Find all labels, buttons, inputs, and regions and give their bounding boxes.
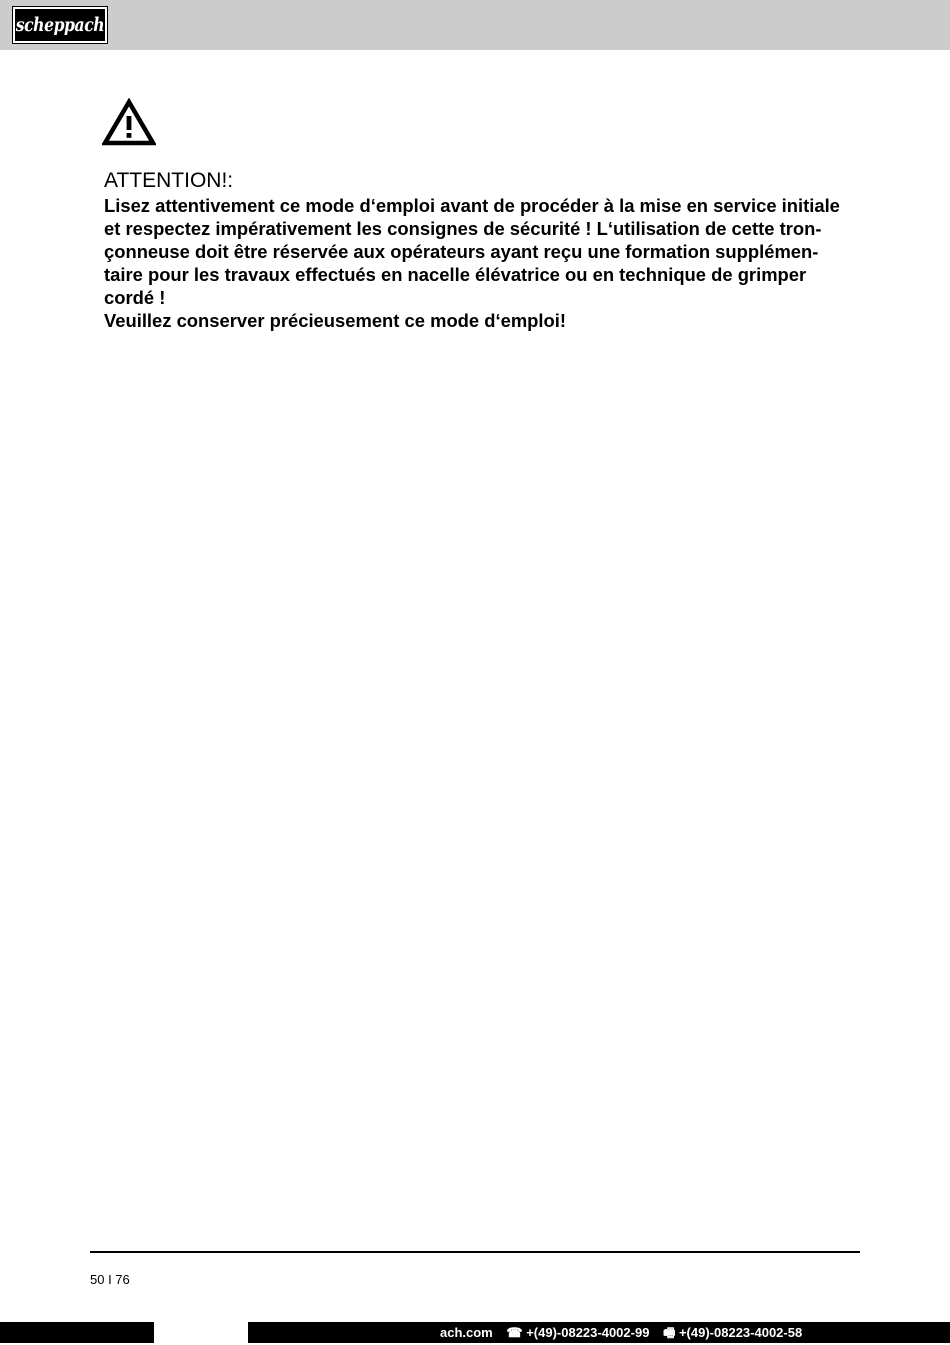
- contact-bar-gap: [154, 1322, 248, 1343]
- header-bar: [0, 0, 950, 50]
- warning-line: et respectez impérativement les consignes de sécurité ! L‘utilisation de cette tron-: [104, 218, 822, 239]
- fax-icon: 🖷: [663, 1325, 676, 1340]
- warning-triangle-icon: [102, 98, 156, 146]
- warning-line: Veuillez conserver précieusement ce mode d‘emploi!: [104, 310, 566, 331]
- phone-number: +(49)-08223-4002-99: [526, 1325, 650, 1340]
- brand-logo: [13, 7, 107, 43]
- warning-line: Lisez attentivement ce mode d‘emploi avant de procéder à la mise en service initiale: [104, 195, 840, 216]
- page-number: 50 I 76: [90, 1272, 130, 1287]
- warning-line: çonneuse doit être réservée aux opérateurs ayant reçu une formation supplémen-: [104, 241, 819, 262]
- phone-icon: ☎: [506, 1325, 523, 1340]
- warning-line: cordé !: [104, 287, 166, 308]
- contact-info: [440, 1324, 802, 1341]
- contact-bar: [0, 1322, 950, 1343]
- footer-divider: [90, 1251, 860, 1253]
- warning-body: [104, 194, 884, 332]
- fax-number: +(49)-08223-4002-58: [678, 1325, 803, 1340]
- attention-heading: ATTENTION!:: [104, 169, 234, 192]
- brand-logo-text: scheppach: [15, 14, 105, 36]
- warning-line: taire pour les travaux effectués en nacelle élévatrice ou en technique de grimper: [104, 264, 807, 285]
- website-link[interactable]: ach.com: [440, 1325, 493, 1340]
